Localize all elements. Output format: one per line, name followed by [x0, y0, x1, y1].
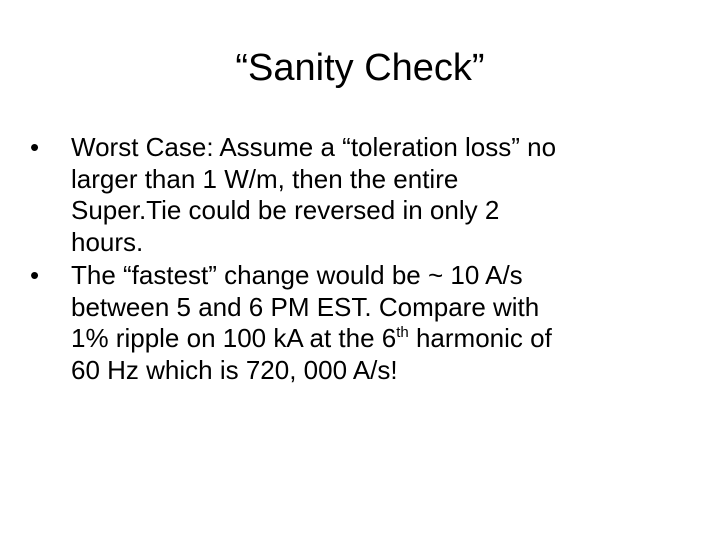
bullet-2-line-3-tail: harmonic of [408, 323, 552, 353]
slide-title: “Sanity Check” [235, 47, 485, 89]
bullet-1-line-2: larger than 1 W/m, then the entire [71, 163, 459, 194]
bullet-1-line-3: Super.Tie could be reversed in only 2 [71, 195, 500, 225]
bullet-list [30, 132, 690, 388]
ordinal-superscript: th [396, 324, 409, 341]
bullet-dot-icon: • [30, 260, 40, 290]
bullet-1-line-1: Worst Case: Assume a “toleration loss” no [71, 132, 557, 162]
bullet-2-line-3 [71, 323, 690, 355]
bullet-item-worst-case [30, 132, 690, 258]
bullet-2-line-2: between 5 and 6 PM EST. Compare with [71, 291, 540, 322]
bullet-2-line-3-text: 1% ripple on 100 kA at the 6 [71, 323, 397, 353]
bullet-1-line-4: hours. [71, 226, 144, 257]
bullet-2-line-4: 60 Hz which is 720, 000 A/s! [71, 354, 398, 385]
bullet-item-fastest-change [30, 260, 690, 386]
bullet-dot-icon: • [30, 132, 40, 162]
bullet-2-line-1: The “fastest” change would be ~ 10 A/s [71, 260, 523, 290]
